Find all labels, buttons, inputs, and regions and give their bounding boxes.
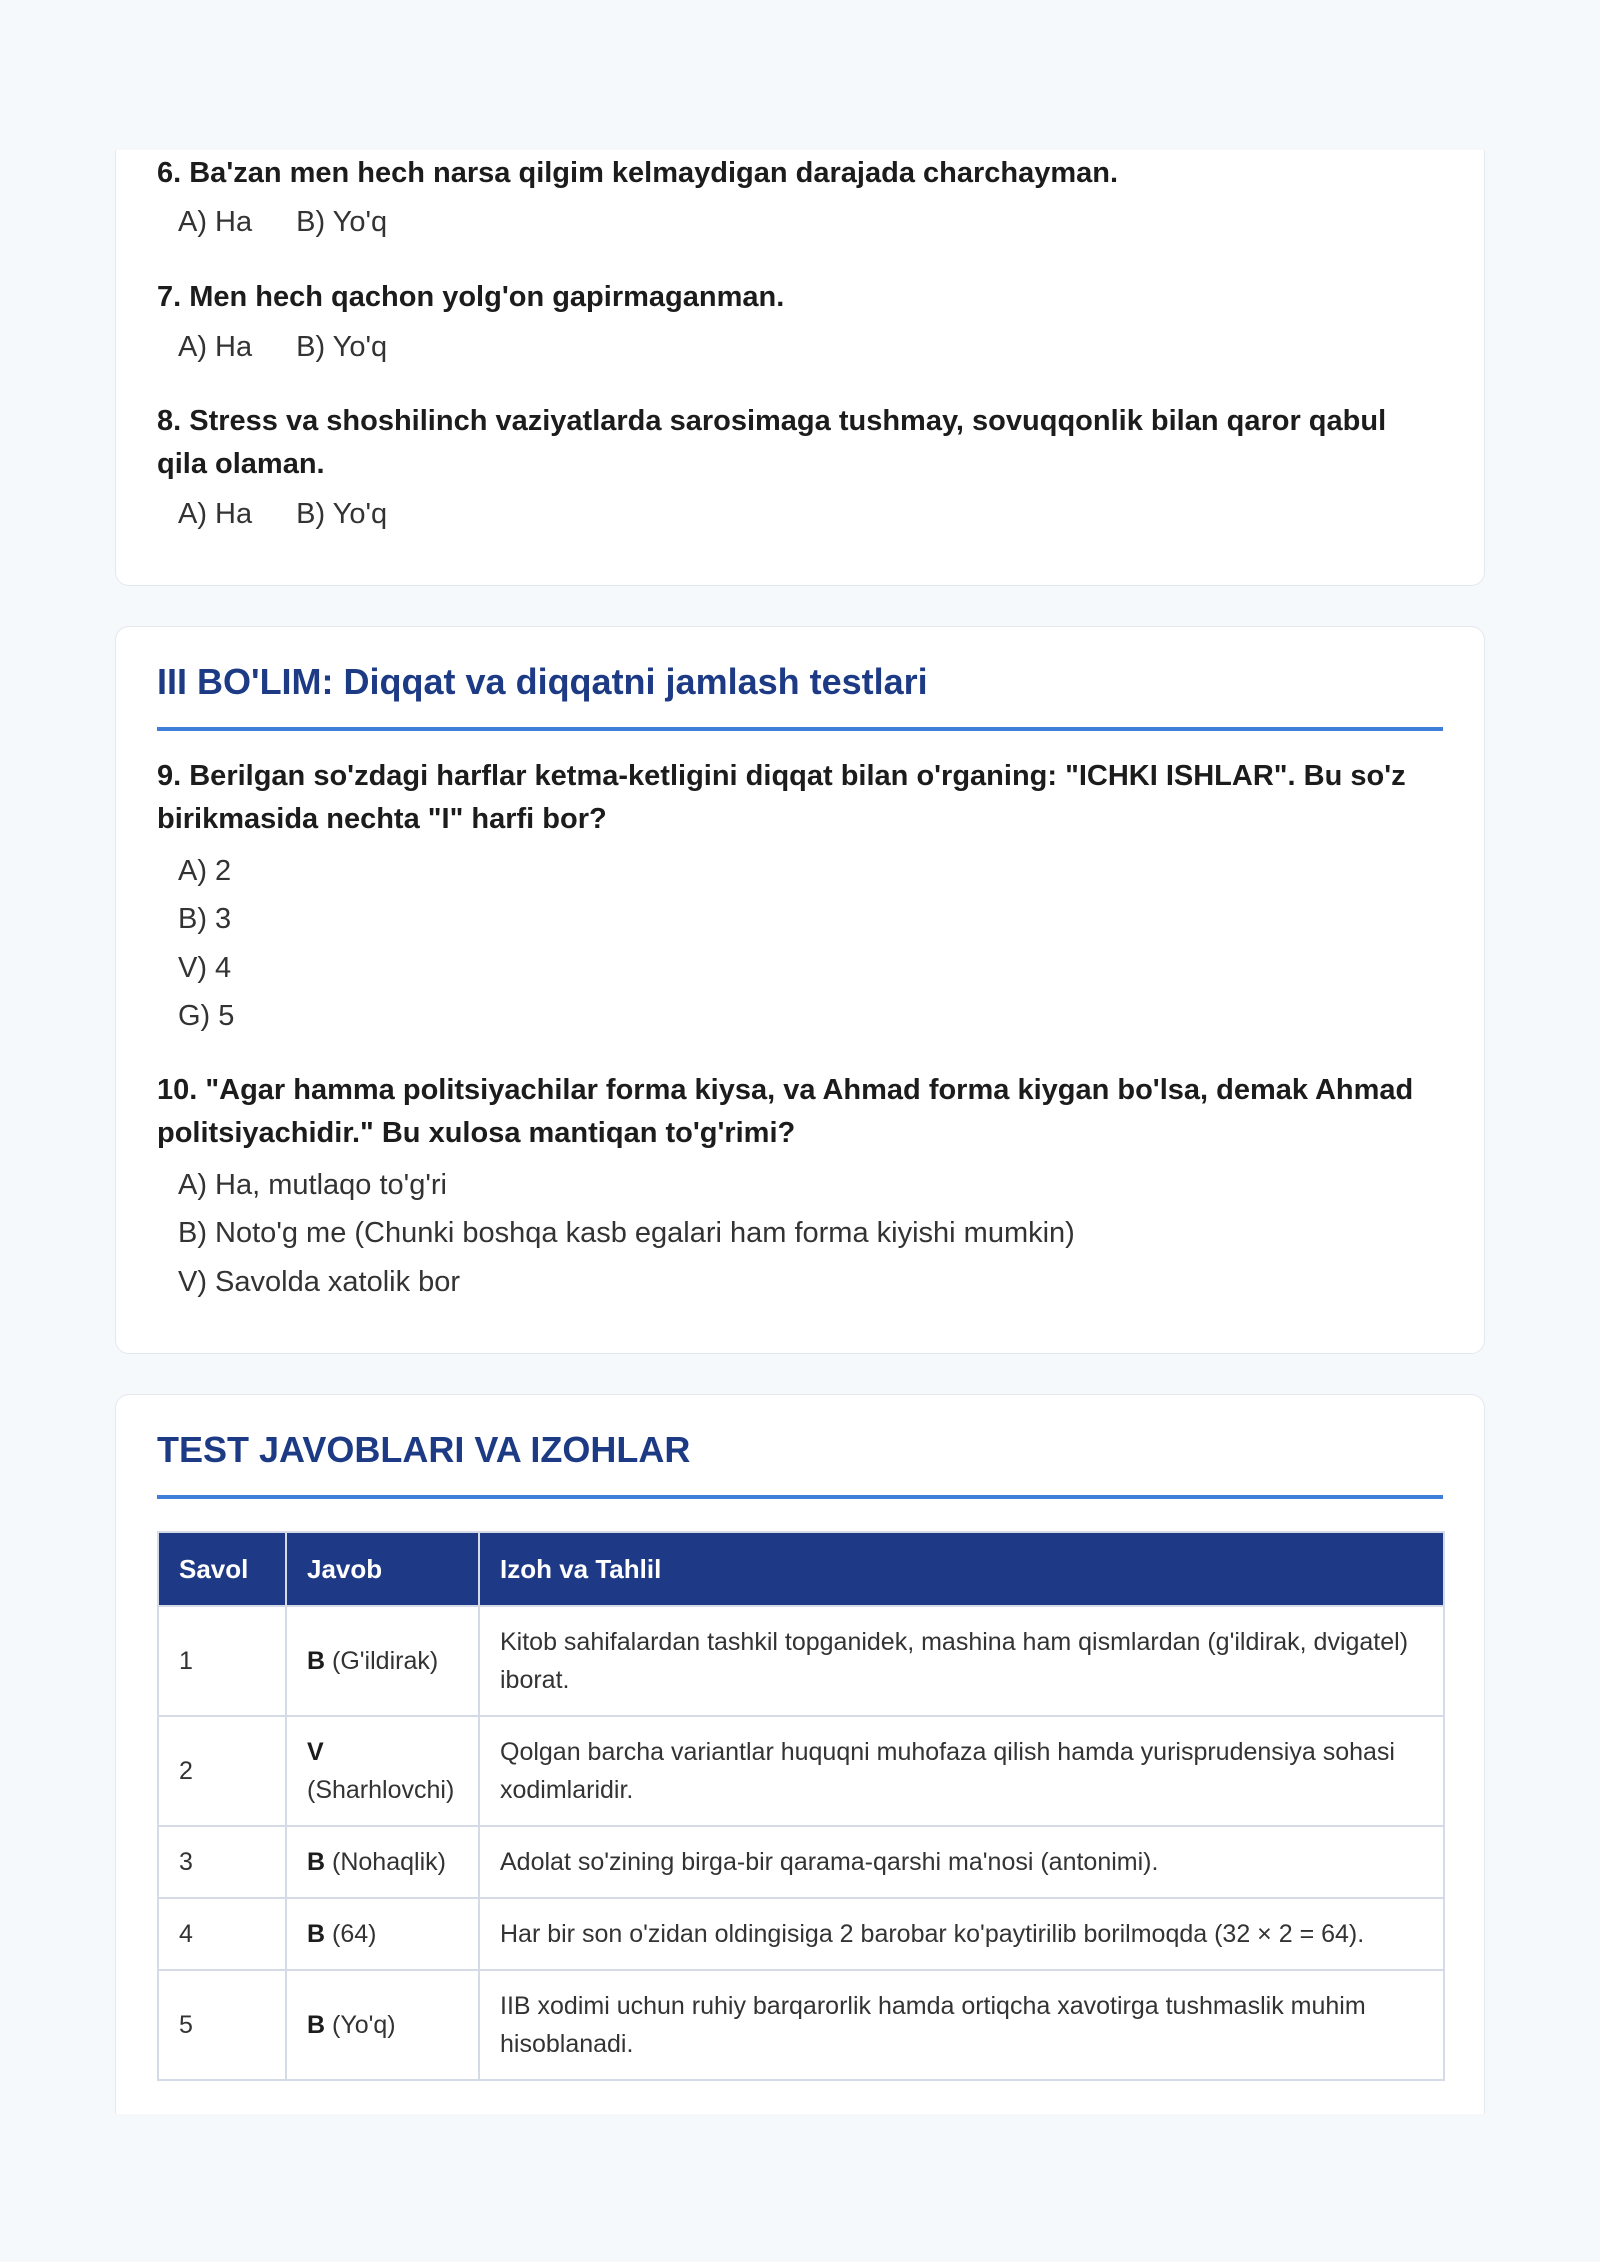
answer-cell <box>286 1970 479 2080</box>
header-izoh: Izoh va Tahlil <box>479 1532 1444 1606</box>
explanation-cell: IIB xodimi uchun ruhiy barqarorlik hamda ortiqcha xavotirga tushmaslik muhim hisoblanadi. <box>479 1970 1444 2080</box>
table-row <box>158 1898 1444 1970</box>
question-number: 1 <box>158 1606 286 1716</box>
table-row <box>158 1606 1444 1716</box>
question-number: 5 <box>158 1970 286 2080</box>
question-6: 6. Ba'zan men hech narsa qilgim kelmaydigan darajada charchayman. <box>157 157 1119 189</box>
question-8: 8. Stress va shoshilinch vaziyatlarda sarosimaga tushmay, sovuqqonlik bilan qaror qabul qila olaman. <box>157 405 1387 480</box>
question-number: 3 <box>158 1826 286 1898</box>
question-7: 7. Men hech qachon yolg'on gapirmaganman. <box>157 281 785 313</box>
question-10-option-b[interactable]: B) Noto'g me (Chunki boshqa kasb egalari ham forma kiyishi mumkin) <box>178 1217 1075 1249</box>
question-number: 2 <box>158 1716 286 1826</box>
answer-letter: V <box>307 1738 324 1766</box>
explanation-cell: Kitob sahifalardan tashkil topganidek, mashina ham qismlardan (g'ildirak, dvigatel) iborat. <box>479 1606 1444 1716</box>
option-a[interactable]: A) Ha <box>178 206 253 238</box>
header-savol: Savol <box>158 1532 286 1606</box>
table-row <box>158 1716 1444 1826</box>
question-10-option-a[interactable]: A) Ha, mutlaqo to'g'ri <box>178 1169 447 1201</box>
question-10-option-v[interactable]: V) Savolda xatolik bor <box>178 1266 461 1298</box>
answer-word: (64) <box>332 1920 377 1948</box>
answer-letter: B <box>307 2011 326 2039</box>
answer-cell <box>286 1716 479 1826</box>
header-javob: Javob <box>286 1532 479 1606</box>
answer-letter: B <box>307 1920 326 1948</box>
answers-title: TEST JAVOBLARI VA IZOHLAR <box>157 1429 1443 1499</box>
option-a[interactable]: A) Ha <box>178 331 253 363</box>
question-9-option-g[interactable]: G) 5 <box>178 1000 235 1032</box>
question-8-options <box>178 498 431 531</box>
question-9-option-a[interactable]: A) 2 <box>178 855 232 887</box>
explanation-cell: Adolat so'zining birga-bir qarama-qarshi ma'nosi (antonimi). <box>479 1826 1444 1898</box>
answer-cell <box>286 1606 479 1716</box>
table-header-row <box>158 1532 1444 1606</box>
option-a[interactable]: A) Ha <box>178 498 253 530</box>
questions-card-continued <box>115 150 1485 586</box>
question-6-options <box>178 206 431 239</box>
question-9: 9. Berilgan so'zdagi harflar ketma-ketligini diqqat bilan o'rganing: "ICHKI ISHLAR". Bu so'z birikmasida nechta "I" harfi bor? <box>157 760 1406 835</box>
answer-letter: B <box>307 1647 326 1675</box>
question-9-option-b[interactable]: B) 3 <box>178 903 232 935</box>
answer-letter: B <box>307 1848 326 1876</box>
answer-word: (Yo'q) <box>332 2011 396 2039</box>
table-row <box>158 1826 1444 1898</box>
answer-word: (Sharhlovchi) <box>307 1776 455 1804</box>
option-b[interactable]: B) Yo'q <box>296 498 388 530</box>
answer-word: (G'ildirak) <box>332 1647 439 1675</box>
question-number: 4 <box>158 1898 286 1970</box>
section-3-card <box>115 626 1485 1354</box>
explanation-cell: Har bir son o'zidan oldingisiga 2 barobar ko'paytirilib borilmoqda (32 × 2 = 64). <box>479 1898 1444 1970</box>
option-b[interactable]: B) Yo'q <box>296 331 388 363</box>
section-title: III BO'LIM: Diqqat va diqqatni jamlash testlari <box>157 661 1443 731</box>
answers-card <box>115 1394 1485 2114</box>
question-9-option-v[interactable]: V) 4 <box>178 952 232 984</box>
answer-word: (Nohaqlik) <box>332 1848 446 1876</box>
answer-cell <box>286 1898 479 1970</box>
explanation-cell: Qolgan barcha variantlar huquqni muhofaza qilish hamda yurisprudensiya sohasi xodimlaridir. <box>479 1716 1444 1826</box>
question-7-options <box>178 331 431 364</box>
answers-table <box>157 1531 1445 2081</box>
table-row <box>158 1970 1444 2080</box>
answer-cell <box>286 1826 479 1898</box>
question-10: 10. "Agar hamma politsiyachilar forma kiysa, va Ahmad forma kiygan bo'lsa, demak Ahmad politsiyachidir." Bu xulosa mantiqan to'g'rimi? <box>157 1074 1414 1149</box>
option-b[interactable]: B) Yo'q <box>296 206 388 238</box>
